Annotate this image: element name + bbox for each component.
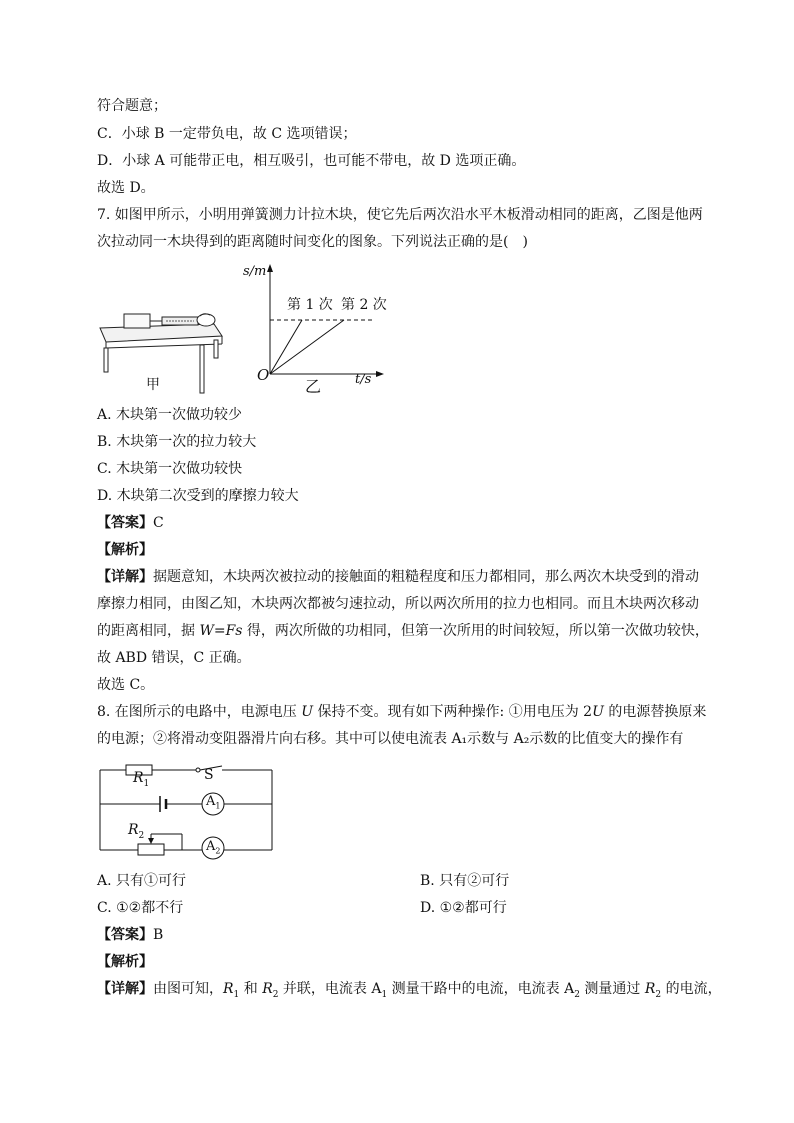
q7-detail-line-2: 摩擦力相同，由图乙知，木块两次都被匀速拉动，所以两次所用的拉力也相同。而且木块两次移动: [97, 596, 699, 612]
prev-line-4: 故选 D。: [97, 180, 155, 196]
label-a1: $A_1$: [206, 794, 221, 811]
q7-graph-origin: O: [257, 366, 270, 384]
q8-option-c: C. ①②都不行: [97, 900, 184, 916]
answer-tag: 【答案】: [97, 927, 153, 943]
answer-value: B: [153, 927, 164, 943]
q8-stem-line-2: 的电源；②将滑动变阻器滑片向右移。其中可以使电流表 A₁示数与 A₂示数的比值变大的操作有: [97, 731, 684, 747]
detail-tag: 【详解】: [97, 569, 153, 585]
q7-stem-line-2: 次拉动同一木块得到的距离随时间变化的图象。下列说法正确的是( ): [97, 234, 528, 250]
q8-analysis-tag: 【解析】: [97, 954, 153, 970]
prev-line-1: 符合题意；: [97, 98, 167, 114]
rheostat-r2: [138, 844, 164, 855]
formula-w-fs: W=Fs: [199, 623, 243, 639]
q8-option-a: A. 只有①可行: [97, 873, 187, 889]
q7-option-d: D. 木块第二次受到的摩擦力较大: [97, 488, 299, 504]
q7-graph-x-axis-label: t/s: [355, 372, 372, 387]
prev-line-3: D．小球 A 可能带正电，相互吸引，也可能不带电，故 D 选项正确。: [97, 153, 526, 169]
q7-graph-line-1: [270, 320, 302, 374]
label-s: S: [204, 767, 214, 783]
q7-graph-label: 乙: [305, 377, 322, 396]
q7-figure-jia-label: 甲: [146, 377, 160, 393]
q7-stem-line-1: 7. 如图甲所示，小明用弹簧测力计拉木块，使它先后两次沿水平木板滑动相同的距离，乙图是他两: [97, 207, 703, 223]
q8-option-d: D. ①②都可行: [420, 900, 507, 916]
q7-option-b: B. 木块第一次的拉力较大: [97, 434, 257, 450]
q8-option-b: B. 只有②可行: [420, 873, 510, 889]
q7-graph-y-axis-label: s/m: [243, 264, 267, 279]
q7-graph-line-2-label: 第 2 次: [341, 297, 387, 313]
q7-graph-line-2: [270, 320, 344, 374]
answer-value: C: [153, 515, 164, 531]
q7-answer: [97, 513, 164, 533]
detail-tag: 【详解】: [97, 981, 153, 997]
answer-tag: 【答案】: [97, 515, 153, 531]
q7-detail-line-4: 故 ABD 错误，C 正确。: [97, 650, 251, 666]
q7-conclusion: 故选 C。: [97, 677, 155, 693]
q8-detail-line-1: 【详解】由图可知，$R_1$ 和 $R_2$ 并联，电流表 $A_1$ 测量干路中的电流，电流表 $A_2$ 测量通过 $R_2$ 的电流，: [97, 981, 722, 1000]
q8-answer: [97, 925, 163, 945]
label-r1: $R_1$: [133, 770, 150, 789]
label-a2: $A_2$: [206, 839, 221, 856]
q7-option-a: A. 木块第一次做功较少: [97, 407, 243, 423]
q7-detail-line-1: 【详解】据题意知，木块两次被拉动的接触面的粗糙程度和压力都相同，那么两次木块受到的滑动: [97, 569, 699, 585]
q7-analysis-tag: 【解析】: [97, 542, 153, 558]
q7-detail-line-3: 的距离相同，据 W=Fs 得，两次所做的功相同，但第一次所用的时间较短，所以第一次做功较快，: [97, 623, 709, 639]
q7-option-c: C. 木块第一次做功较快: [97, 461, 243, 477]
prev-line-2: C．小球 B 一定带负电，故 C 选项错误；: [97, 126, 357, 142]
label-r2: $R_2$: [128, 822, 145, 841]
q8-circuit-diagram: [96, 758, 276, 862]
q7-figure-jia: [96, 306, 231, 396]
q8-stem-line-1: 8. 在图所示的电路中，电源电压 U 保持不变。现有如下两种操作: ①用电压为 2U 的电源替换原来: [97, 704, 707, 720]
q7-graph-line-1-label: 第 1 次: [287, 297, 333, 313]
